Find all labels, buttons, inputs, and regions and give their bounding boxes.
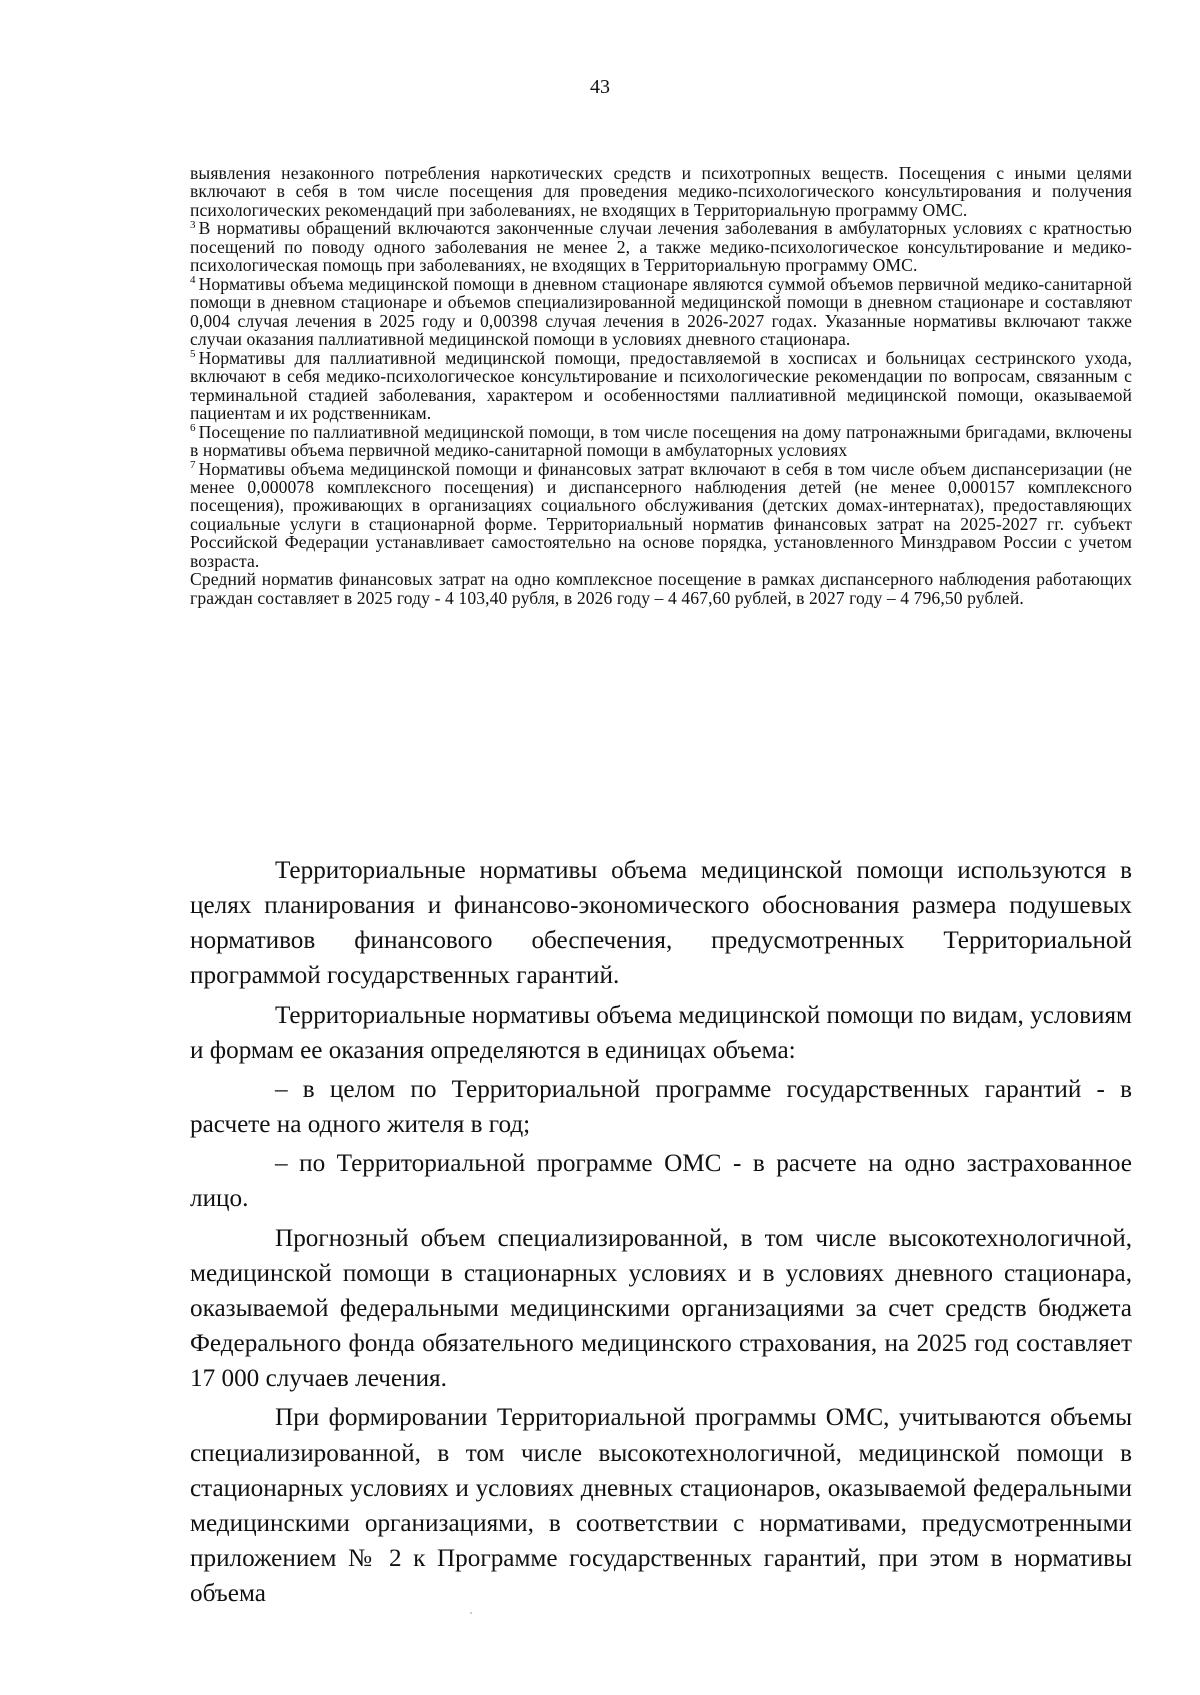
scan-speck — [470, 1612, 472, 1614]
footnote-marker: 3 — [190, 218, 196, 231]
footnote-text: Нормативы объема медицинской помощи в дневном стационаре являются суммой объемов первичной медико-санитарной помощи в дневном стационаре и объемов специализированной медицинской помощи в дневном стационаре и составляют 0,004 случая лечения в 2025 году и 0,00398 случая лечения в 2026-2027 годах. Указанные нормативы включают также случаи оказания паллиативной медицинской помощи в условиях дневного стационара. — [190, 273, 1132, 350]
footnote-text: Нормативы для паллиативной медицинской помощи, предоставляемой в хосписах и больницах сестринского ухода, включают в себя медико-психологическое консультирование и психологические рекомендации по вопросам, связанным с терминальной стадией заболевания, характером и особенностями паллиативной медицинской помощи, оказываемой пациентам и их родственникам. — [190, 347, 1132, 424]
body-list-item: – по Территориальной программе ОМС - в расчете на одно застрахованное лицо. — [190, 1150, 1132, 1213]
footnote-marker: 5 — [190, 347, 196, 360]
body-paragraph: Территориальные нормативы объема медицинской помощи используются в целях планирования и финансово-экономического обоснования размера подушевых нормативов финансового обеспечения, предусмотренных Территориальной программой государственных гарантий. — [190, 857, 1132, 990]
footnote-item — [190, 349, 1132, 423]
footnote-marker: 4 — [190, 273, 196, 286]
footnote-marker: 6 — [190, 421, 196, 434]
main-text — [190, 853, 1132, 1615]
footnote-continuation: выявления незаконного потребления наркотических средств и психотропных веществ. Посещения с иными целями включают в себя в том числе посещения для проведения медико-психологического консультирования и получения психологических рекомендаций при заболеваниях, не входящих в Территориальную программу ОМС. — [190, 163, 1132, 220]
footnote-item — [190, 275, 1132, 349]
footnote-marker: 7 — [190, 458, 196, 471]
footnote-item — [190, 219, 1132, 274]
footnote-text: Нормативы объема медицинской помощи и финансовых затрат включают в себя в том числе объем диспансеризации (не менее 0,000078 комплексного посещения) и диспансерного наблюдения детей (не менее 0,000157 комплексного посещения), проживающих в организациях социального обслуживания (детских домах-интернатах), предоставляющих социальные услуги в стационарной форме. Территориальный норматив финансовых затрат на 2025-2027 гг. субъект Российской Федерации устанавливает самостоятельно на основе порядка, установленного Минздравом России с учетом возраста. — [190, 458, 1132, 571]
page-number: 43 — [590, 76, 610, 98]
footnote-closing: Средний норматив финансовых затрат на одно комплексное посещение в рамках диспансерного наблюдения работающих граждан составляет в 2025 году - 4 103,40 рубля, в 2026 году – 4 467,60 рублей, в 2027 году – 4 796,50 рублей. — [190, 569, 1132, 608]
body-list-item: – в целом по Территориальной программе государственных гарантий - в расчете на одного жителя в год; — [190, 1075, 1132, 1139]
footnote-text: Посещение по паллиативной медицинской помощи, в том числе посещения на дому патронажными бригадами, включены в нормативы объема первичной медико-санитарной помощи в амбулаторных условиях — [190, 421, 1132, 461]
footnote-item — [190, 460, 1132, 571]
footnotes-block — [190, 164, 1132, 607]
body-paragraph: При формировании Территориальной программы ОМС, учитываются объемы специализированной, в том числе высокотехнологичной, медицинской помощи в стационарных условиях и условиях дневных стационаров, оказываемой федеральными медицинскими организациями, в соответствии с нормативами, предусмотренными приложением № 2 к Программе государственных гарантий, при этом в нормативы объема — [190, 1404, 1132, 1608]
footnote-text: В нормативы обращений включаются законченные случаи лечения заболевания в амбулаторных условиях с кратностью посещений по поводу одного заболевания не менее 2, а также медико-психологическое консультирование и медико-психологическая помощь при заболеваниях, не входящих в Территориальную программу ОМС. — [190, 218, 1132, 276]
body-paragraph: Территориальные нормативы объема медицинской помощи по видам, условиям и формам ее оказания определяются в единицах объема: — [190, 1001, 1132, 1064]
body-paragraph: Прогнозный объем специализированной, в том числе высокотехнологичной, медицинской помощи в стационарных условиях и в условиях дневного стационара, оказываемой федеральными медицинскими организациями за счет средств бюджета Федерального фонда обязательного медицинского страхования, на 2025 год составляет 17 000 случаев лечения. — [190, 1224, 1132, 1393]
footnote-item — [190, 423, 1132, 460]
